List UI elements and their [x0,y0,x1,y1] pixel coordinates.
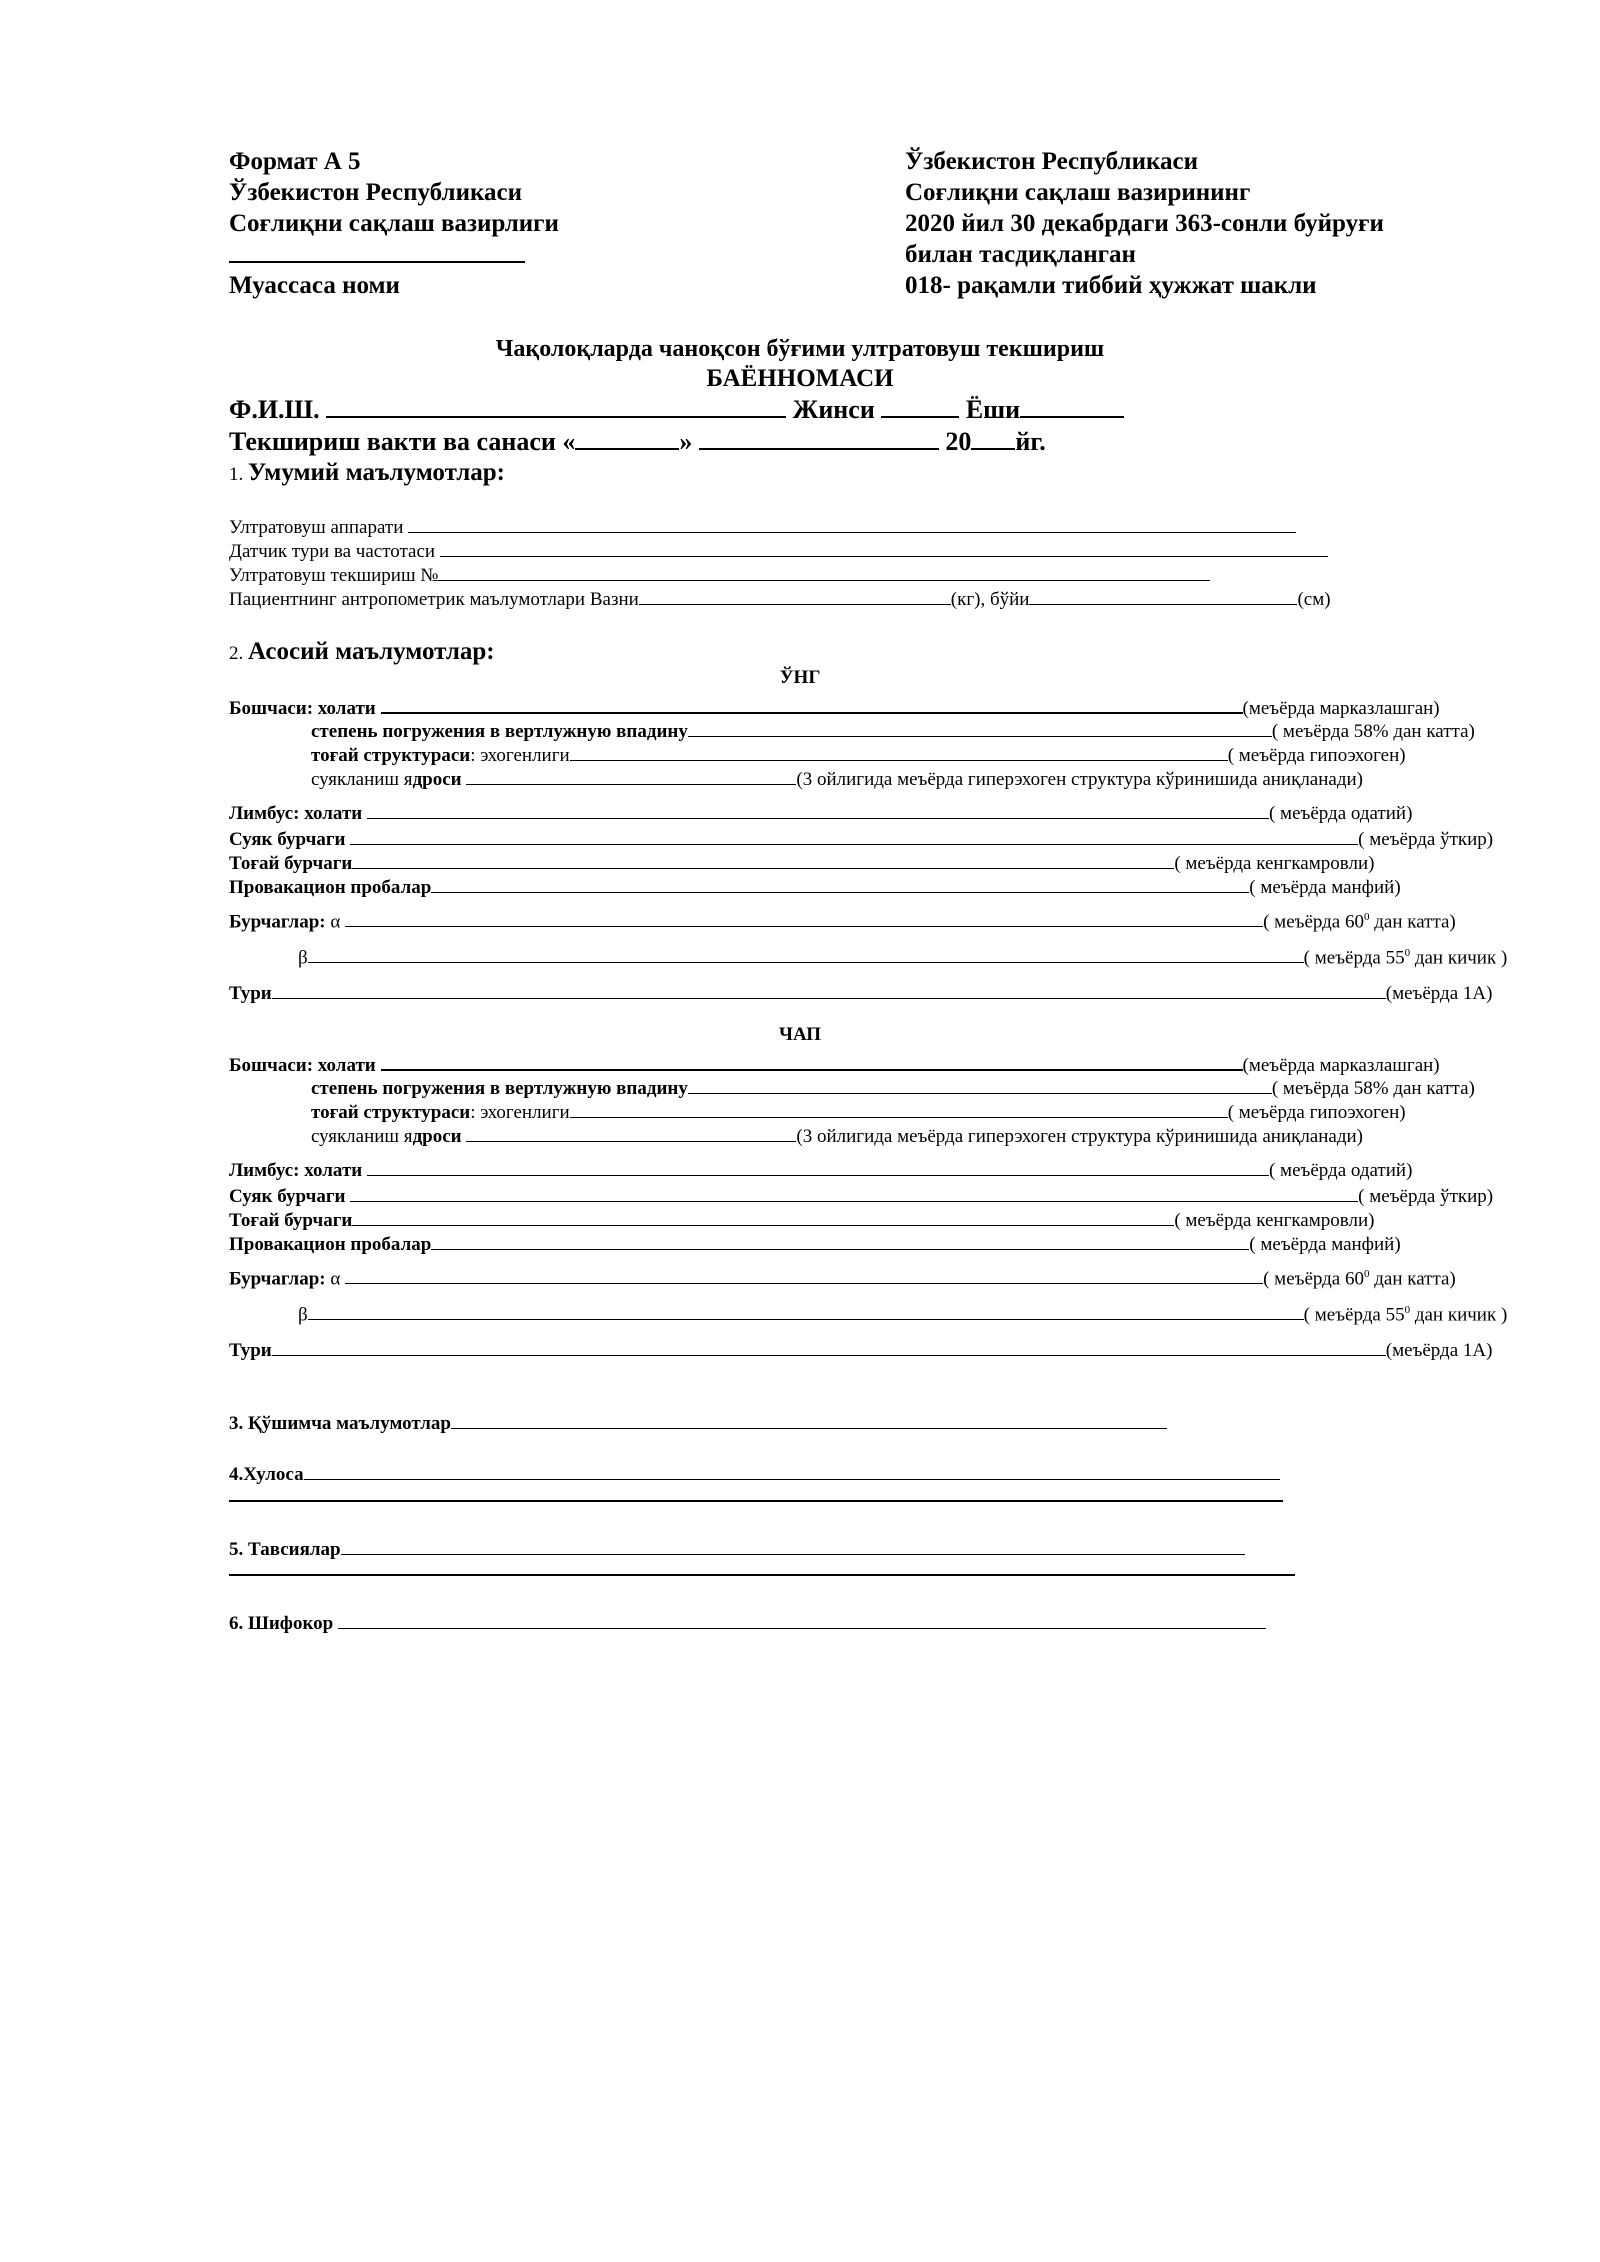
device-row [229,514,1296,539]
cartilage-angle-label: Тоғай бурчаги [229,1210,353,1231]
recommendations-label: 5. Тавсиялар [229,1539,341,1560]
cm-label: (см) [1297,589,1331,610]
ministry-label: Соғлиқни сақлаш вазирлиги [229,210,559,237]
bone-angle-label: Суяк бурчаги [229,1186,346,1207]
depth-label: степень погружения в вертлужную впадину [311,721,688,742]
cartilage-angle-field[interactable] [352,850,1174,869]
recommendations-row [229,1536,1245,1561]
ossification-label-bold: дроси [412,1126,462,1147]
cartilage-field[interactable] [570,1099,1228,1118]
header-left [229,146,559,301]
head-position-row [229,694,1440,720]
exam-number-field[interactable] [438,562,1210,581]
cartilage-echo-label: : эхогенлиги [470,745,570,766]
cartilage-norm: ( меъёрда гипоэхоген) [1227,745,1406,766]
beta-symbol: β [298,947,308,969]
cartilage-angle-field[interactable] [352,1207,1174,1226]
patient-row [229,394,1124,425]
approval-country: Ўзбекистон Республикаси [905,148,1199,175]
age-label: Ёши [965,395,1021,424]
section-colon: : [486,638,495,665]
left-side-block [0,1023,1600,1363]
section-title: Асосий маълумотлар [248,638,487,665]
alpha-norm: ( меъёрда 60 [1263,1268,1364,1290]
angles-label: Бурчаглар: [229,1268,326,1290]
doctor-field[interactable] [338,1610,1266,1629]
depth-row [311,718,1475,743]
degree-sign: 0 [1364,1268,1370,1280]
ossification-norm: (3 ойлигида меъёрда гиперэхоген структура кўринишида аниқланади) [796,1126,1364,1147]
conclusion-line-2[interactable] [229,1500,1283,1502]
additional-field[interactable] [451,1410,1167,1429]
provocation-norm: ( меъёрда манфий) [1249,877,1401,898]
head-position-row [229,1051,1440,1077]
section-general-heading [229,459,505,487]
name-field[interactable] [326,394,786,418]
degree-sign: 0 [1364,911,1370,923]
conclusion-row [229,1461,1280,1486]
depth-field[interactable] [688,1075,1272,1094]
ossification-field[interactable] [466,1123,796,1142]
head-position-norm: (меъёрда марказлашган) [1242,698,1440,719]
alpha-row [229,1263,1456,1290]
right-side-block [0,666,1600,1006]
limbus-label: Лимбус: холати [229,1160,363,1181]
limbus-row [229,1157,1412,1182]
cartilage-label: тоғай структураси [311,745,471,766]
sex-label: Жинси [792,395,875,424]
type-row [229,980,1492,1005]
sensor-label: Датчик тури ва частотаси [229,541,436,562]
provocation-row [229,874,1401,899]
ossification-field[interactable] [466,766,796,785]
exam-date-row [229,426,1046,457]
ossification-label: суякланиш я [311,769,413,790]
approval-form-number: 018- рақамли тиббий ҳужжат шакли [905,272,1317,299]
depth-label: степень погружения в вертлужную впадину [311,1078,688,1099]
document-title-line2: БАЁННОМАСИ [706,365,894,392]
head-position-field[interactable] [381,694,1243,714]
degree-sign: 0 [1404,1304,1411,1316]
limbus-row [229,800,1412,825]
device-label: Ултратовуш аппарати [229,517,404,538]
bone-angle-row [229,1183,1493,1208]
additional-label: 3. Қўшимча маълумотлар [229,1413,451,1434]
type-field[interactable] [272,980,1386,999]
anthro-label: Пациентнинг антропометрик маълумотлари Вазни [229,589,639,610]
alpha-norm: ( меъёрда 60 [1263,911,1364,933]
provocation-label: Провакацион пробалар [229,1234,432,1255]
bone-angle-label: Суяк бурчаги [229,829,346,850]
depth-norm: ( меъёрда 58% дан катта) [1271,1078,1475,1099]
beta-norm: ( меъёрда 55 [1303,947,1405,969]
date-month-field[interactable] [699,426,939,450]
kg-label: (кг), бўйи [950,589,1030,610]
alpha-row [229,906,1456,933]
year-field[interactable] [971,426,1015,450]
degree-sign: 0 [1404,947,1411,959]
provocation-row [229,1231,1401,1256]
beta-norm: ( меъёрда 55 [1303,1304,1405,1326]
head-position-norm: (меъёрда марказлашган) [1242,1055,1440,1076]
section-colon: : [496,459,505,486]
limbus-norm: ( меъёрда одатий) [1268,803,1413,824]
ossification-norm: (3 ойлигида меъёрда гиперэхоген структура кўринишида аниқланади) [796,769,1364,790]
exam-number-label: Ултратовуш текшириш № [229,565,439,586]
section-title: Умумий маълумотлар [248,459,497,486]
section-number: 2. [229,643,244,664]
approval-order: 2020 йил 30 декабрдаги 363-сонли буйруғи [905,210,1384,237]
beta-field[interactable] [308,944,1304,963]
beta-norm-suffix: дан кичик ) [1410,947,1508,969]
side-title: ЎНГ [779,667,821,688]
provocation-label: Провакацион пробалар [229,877,432,898]
cartilage-angle-label: Тоғай бурчаги [229,853,353,874]
height-field[interactable] [1029,586,1297,605]
type-label: Тури [229,1340,272,1361]
head-position-label: Бошчаси: холати [229,698,376,719]
type-field[interactable] [272,1337,1386,1356]
type-norm: (меъёрда 1А) [1385,1340,1493,1361]
approval-minister: Соғлиқни сақлаш вазирининг [905,179,1251,206]
section-number: 1. [229,464,244,485]
anthro-row [229,586,1331,611]
recommendations-line-2[interactable] [229,1574,1295,1576]
limbus-label: Лимбус: холати [229,803,363,824]
country-label: Ўзбекистон Республикаси [229,179,523,206]
depth-row [311,1075,1475,1100]
conclusion-label: 4.Хулоса [229,1464,304,1485]
cartilage-angle-norm: ( меъёрда кенгкамровли) [1174,1210,1375,1231]
depth-field[interactable] [688,718,1272,737]
type-row [229,1337,1492,1362]
bone-angle-norm: ( меъёрда ўткир) [1358,829,1494,850]
year-suffix: йг. [1015,427,1046,456]
beta-field[interactable] [308,1301,1304,1320]
sensor-field[interactable] [440,538,1328,557]
depth-norm: ( меъёрда 58% дан катта) [1271,721,1475,742]
bone-angle-norm: ( меъёрда ўткир) [1358,1186,1494,1207]
cartilage-angle-row [229,850,1374,875]
head-position-label: Бошчаси: холати [229,1055,376,1076]
head-position-field[interactable] [381,1051,1243,1071]
beta-row [298,1299,1507,1326]
alpha-symbol: α [330,911,341,933]
provocation-norm: ( меъёрда манфий) [1249,1234,1401,1255]
limbus-field[interactable] [367,1157,1269,1176]
date-label: Текшириш вакти ва санаси « [229,427,576,456]
bone-angle-row [229,826,1493,851]
exam-number-row [229,562,1210,587]
date-close-quote: » [679,427,693,456]
section-main-heading [229,638,495,666]
limbus-field[interactable] [367,800,1269,819]
conclusion-field[interactable] [304,1461,1280,1480]
year-prefix: 20 [945,427,972,456]
cartilage-field[interactable] [570,742,1228,761]
beta-symbol: β [298,1304,308,1326]
type-norm: (меъёрда 1А) [1385,983,1493,1004]
beta-row [298,942,1507,969]
institution-name-field[interactable] [229,239,559,270]
cartilage-label: тоғай структураси [311,1102,471,1123]
date-day-field[interactable] [575,426,679,450]
ossification-label: суякланиш я [311,1126,413,1147]
provocation-field[interactable] [431,874,1249,893]
format-label: Формат А 5 [229,148,361,175]
beta-norm-suffix: дан кичик ) [1410,1304,1508,1326]
alpha-norm-suffix: дан катта) [1369,1268,1456,1290]
bone-angle-field[interactable] [350,826,1358,845]
cartilage-row [311,1099,1406,1124]
age-field[interactable] [1020,394,1124,418]
alpha-norm-suffix: дан катта) [1369,911,1456,933]
weight-field[interactable] [639,586,951,605]
document-title-line1: Чақолоқларда чаноқсон бўғими ултратовуш текшириш [495,336,1105,362]
sensor-row [229,538,1328,563]
ossification-row [311,1123,1363,1148]
side-title: ЧАП [779,1024,821,1045]
sex-field[interactable] [881,394,959,418]
approval-approved: билан тасдиқланган [905,241,1136,268]
cartilage-row [311,742,1406,767]
bone-angle-field[interactable] [350,1183,1358,1202]
ossification-row [311,766,1363,791]
header-right [905,146,1384,301]
cartilage-angle-row [229,1207,1374,1232]
alpha-field[interactable] [345,1265,1263,1284]
ossification-label-bold: дроси [412,769,462,790]
alpha-symbol: α [330,1268,341,1290]
doctor-row [229,1610,1266,1635]
cartilage-norm: ( меъёрда гипоэхоген) [1227,1102,1406,1123]
recommendations-field[interactable] [341,1536,1245,1555]
type-label: Тури [229,983,272,1004]
angles-label: Бурчаглар: [229,911,326,933]
device-field[interactable] [408,514,1296,533]
alpha-field[interactable] [345,908,1263,927]
additional-row [229,1410,1167,1435]
cartilage-angle-norm: ( меъёрда кенгкамровли) [1174,853,1375,874]
limbus-norm: ( меъёрда одатий) [1268,1160,1413,1181]
cartilage-echo-label: : эхогенлиги [470,1102,570,1123]
doctor-label: 6. Шифокор [229,1613,334,1634]
institution-label: Муассаса номи [229,272,400,299]
provocation-field[interactable] [431,1231,1249,1250]
name-label: Ф.И.Ш. [229,395,320,424]
